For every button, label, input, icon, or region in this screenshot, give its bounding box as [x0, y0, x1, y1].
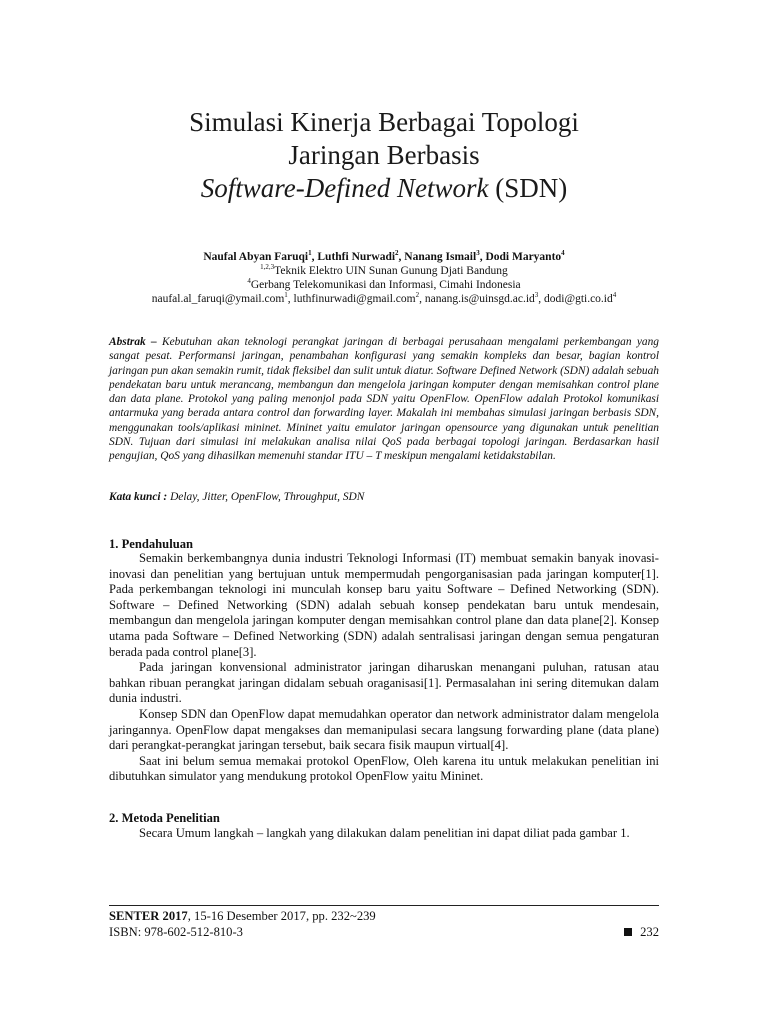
footer-divider: [109, 905, 659, 906]
square-bullet-icon: [624, 928, 632, 936]
conference-details: , 15-16 Desember 2017, pp. 232~239: [187, 909, 376, 923]
section-body-2: [109, 826, 659, 842]
paragraph: Konsep SDN dan OpenFlow dapat memudahkan operator dan network administrator dalam mengelola jaringannya. OpenFlow dapat mengakses dan memanipulasi secara langsung forwarding plane (data plane) dari perangkat-perangkat jaringan tersebut, baik secara fisik maupun virtual[4].: [109, 706, 659, 753]
title-rest-part: (SDN): [488, 173, 568, 203]
email-link[interactable]: , nanang.is@uinsgd.ac.id: [419, 293, 535, 305]
title-line-2: Jaringan Berbasis: [288, 140, 480, 170]
title-line-3: [0, 172, 768, 205]
abstract-label: Abstrak –: [109, 336, 157, 348]
footer-page: [624, 924, 659, 940]
title-line-1: Simulasi Kinerja Berbagai Topologi: [189, 107, 579, 137]
email-sup: 4: [612, 291, 617, 300]
email-link[interactable]: naufal.al_faruqi@ymail.com: [151, 293, 285, 305]
title-italic-part: Software-Defined Network: [200, 173, 489, 203]
affiliation-2: [0, 278, 768, 292]
email-link[interactable]: , dodi@gti.co.id: [538, 293, 613, 305]
author-emails: [0, 292, 768, 306]
author-names: [0, 250, 768, 264]
email-link[interactable]: , luthfinurwadi@gmail.com: [287, 293, 416, 305]
paragraph: Pada jaringan konvensional administrator jaringan diharuskan menangani puluhan, ratusan atau bahkan ribuan perangkat jaringan didalam sebuah oraganisasi[1]. Permasalahan ini sering ditemukan dalam dunia industri.: [109, 660, 659, 706]
section-heading-1: 1. Pendahuluan: [109, 537, 193, 551]
footer-conference-line: [109, 908, 376, 924]
affiliation-sup: 4: [247, 277, 251, 286]
keywords-text: Delay, Jitter, OpenFlow, Throughput, SDN: [167, 491, 365, 503]
author-block: [0, 250, 768, 306]
conference-name: SENTER 2017: [109, 909, 188, 923]
author-name: , Luthfi Nurwadi: [311, 251, 396, 263]
author-name: , Nanang Ismail: [398, 251, 477, 263]
affiliation-text: Teknik Elektro UIN Sunan Gunung Djati Bandung: [274, 265, 508, 277]
email-sup: 3: [534, 291, 539, 300]
paper-title: [0, 106, 768, 205]
abstract: [109, 335, 659, 464]
paragraph: Saat ini belum semua memakai protokol OpenFlow, Oleh karena itu untuk melakukan penelitian ini dibutuhkan simulator yang mendukung protokol OpenFlow yaitu Mininet.: [109, 753, 659, 784]
author-sup: 1: [308, 249, 312, 258]
paragraph: Secara Umum langkah – langkah yang dilakukan dalam penelitian ini dapat diliat pada gambar 1.: [139, 826, 630, 840]
section-body-1: [109, 551, 659, 785]
author-name: , Dodi Maryanto: [479, 251, 562, 263]
author-name: Naufal Abyan Faruqi: [203, 251, 309, 263]
author-sup: 4: [561, 249, 565, 258]
affiliation-1: [0, 264, 768, 278]
affiliation-text: Gerbang Telekomunikasi dan Informasi, Cimahi Indonesia: [250, 279, 521, 291]
affiliation-sup: 1,2,3: [260, 263, 275, 272]
footer-isbn: ISBN: 978-602-512-810-3: [109, 925, 243, 939]
abstract-text: Kebutuhan akan teknologi perangkat jaringan di berbagai perusahaan mengalami perkembangan yang sangat pesat. Performansi jaringan, penambahan konfigurasi yang semakin kompleks dan besar, bagian kontrol jaringan pun akan semakin rumit, tidak fleksibel dan sulit untuk diatur. Software Defined Network (SDN) adalah sebuah pendekatan baru untuk merancang, membangun dan mengelola jaringan komputer dengan memisahkan control plane dan data plane. Protokol yang paling menonjol pada SDN yaitu OpenFlow. OpenFlow adalah Protokol komunikasi antarmuka yang berada antara control dan forwarding layer. Makalah ini membahas simulasi jaringan berbasis SDN, menggunakan tools/aplikasi mininet. Mininet yaitu emulator jaringan opensource yang digunakan untuk penelitian SDN. Tujuan dari simulasi ini melakukan analisa nilai QoS pada berbagai topologi jaringan. Berdasarkan hasil pengujian, QoS yang dihasilkan memenuhi standar ITU – T meskipun mengalami ketidakstabilan.: [109, 336, 659, 463]
section-heading-2: 2. Metoda Penelitian: [109, 811, 220, 825]
keywords: [109, 490, 659, 504]
author-sup: 2: [395, 249, 399, 258]
email-sup: 2: [415, 291, 420, 300]
author-sup: 3: [476, 249, 480, 258]
email-sup: 1: [284, 291, 288, 300]
page-number: 232: [640, 925, 659, 939]
keywords-label: Kata kunci :: [109, 491, 168, 503]
footer-citation: [109, 908, 376, 940]
paragraph: Semakin berkembangnya dunia industri Teknologi Informasi (IT) membuat semakin banyak inovasi-inovasi dan penelitian yang bertujuan untuk mempermudah pengorganisasian pada jaringan komputer[1]. Pada perkembangan teknologi ini munculah konsep baru yaitu Software – Defined Networking (SDN). Software – Defined Networking (SDN) adalah sebuah konsep pendekatan baru untuk mendesain, membangun dan mengelola jaringan komputer dengan memisahkan control plane dan data plane[2]. Konsep utama pada Software – Defined Networking (SDN) adalah sentralisasi jaringan dengan semua pengaturan berada pada control plane[3].: [109, 551, 659, 659]
